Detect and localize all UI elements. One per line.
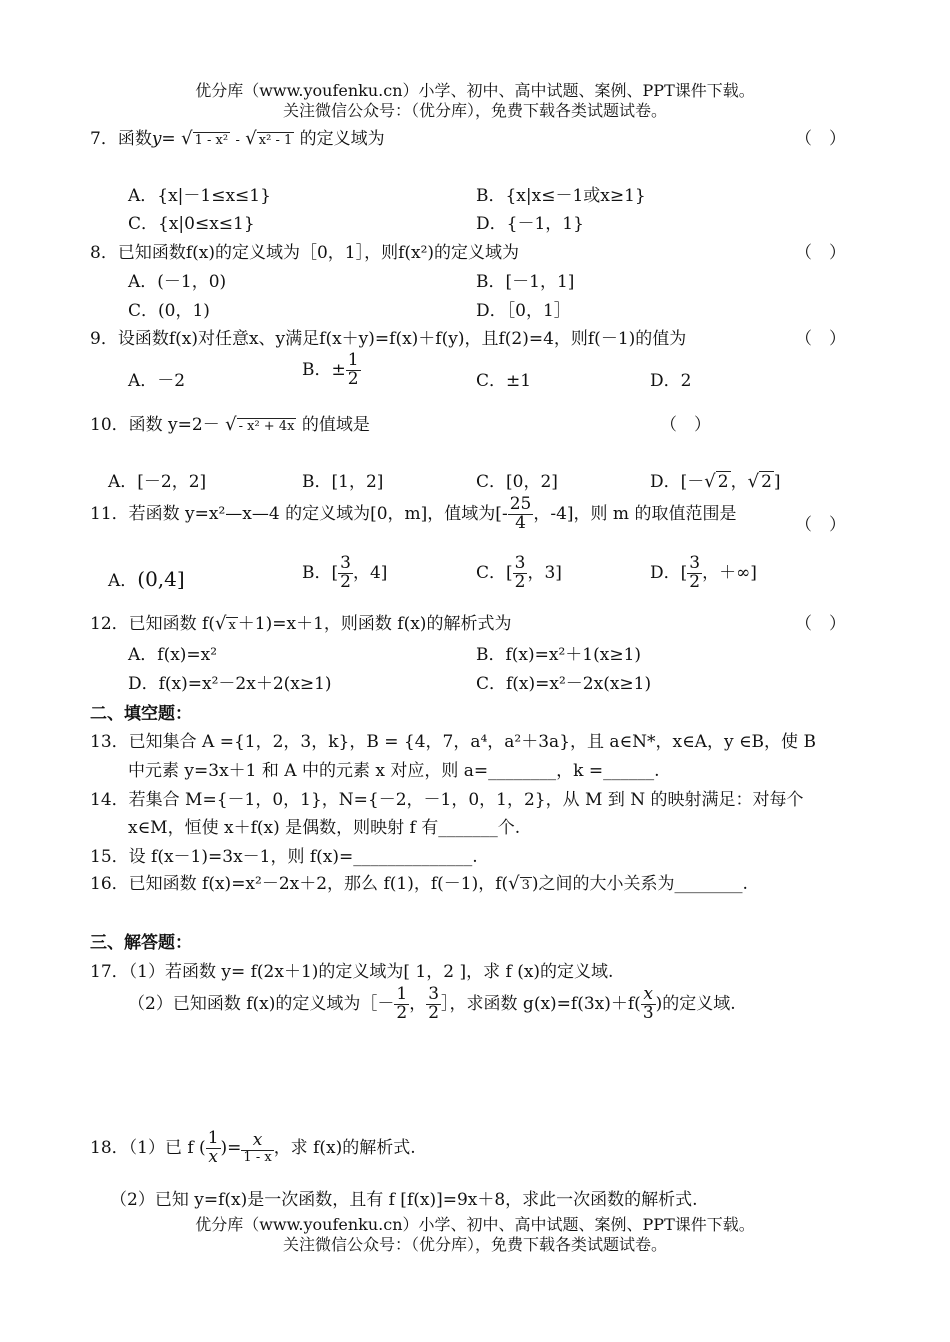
option-a: A．[－2，2] <box>108 472 207 492</box>
sqrt-expression: √ 3 <box>508 873 530 894</box>
question-10: 10．函数 y=2－ √ - x² + 4x 的值域是 <box>90 414 370 435</box>
section-heading: 二、填空题： <box>90 704 192 724</box>
question-7: 7．函数y= √ 1 - x² - √ x² - 1 的定义域为 <box>90 128 385 149</box>
answer-bracket: （ ） <box>795 243 846 262</box>
fraction: $\frac{1}{2}$ <box>347 350 359 389</box>
question-number: 10． <box>90 415 129 435</box>
question-14: 14．若集合 M={－1，0，1}，N={－2，－1，0，1，2}，从 M 到 N 的映射满足：对每个 <box>90 790 804 810</box>
option-b: B．[ $\frac{3}{2}$ ，4] <box>302 553 388 592</box>
fraction: $\frac{1}{x}$ <box>207 1128 219 1167</box>
question-number: 14． <box>90 790 129 810</box>
option-b: B．f(x)=x²＋1(x≥1) <box>476 645 642 665</box>
question-14-line-2: x∈M，恒使 x＋f(x) 是偶数，则映射 f 有_______个. <box>128 818 521 838</box>
option-b: B．{x|x≤－1或x≥1} <box>476 186 646 206</box>
sqrt-expression: √ x <box>214 613 236 634</box>
answer-bracket: （ ） <box>795 614 846 633</box>
option-c: C．[ $\frac{3}{2}$ ，3] <box>476 553 562 592</box>
option-d: D．2 <box>650 371 692 391</box>
question-12: 12．已知函数 f(√ x ＋1)=x＋1，则函数 f(x)的解析式为 <box>90 613 512 634</box>
option-c: C．(0，1) <box>128 301 210 321</box>
sqrt-expression: √ - x² + 4x <box>225 414 295 435</box>
question-number: 18． <box>90 1137 129 1158</box>
option-d: D．[ $\frac{3}{2}$ ，＋∞] <box>650 553 757 592</box>
option-a: A．f(x)=x² <box>128 645 218 665</box>
option-b: B．[1，2] <box>302 472 384 492</box>
question-17: 17．（1）若函数 y= f(2x＋1)的定义域为[ 1，2 ]，求 f (x)的定义域. <box>90 962 614 982</box>
question-number: 15． <box>90 847 129 867</box>
question-number: 8． <box>90 243 118 263</box>
fraction: $\frac{x}{1 - x}$ <box>243 1130 272 1165</box>
answer-bracket: （ ） <box>795 329 846 348</box>
option-b: B．[－1，1] <box>476 272 575 292</box>
fraction: $\frac{3}{2}$ <box>514 553 526 592</box>
question-18: 18．（1）已 f ( $\frac{1}{x}$ )= $\frac{x}{1 - x}$ ，求 f(x)的解析式. <box>90 1128 416 1167</box>
question-number: 12． <box>90 614 129 634</box>
footer-line-2: 关注微信公众号：（优分库），免费下载各类试题试卷。 <box>282 1235 667 1254</box>
question-16: 16．已知函数 f(x)=x²－2x＋2，那么 f(1)，f(－1)，f(√ 3 )之间的大小关系为________. <box>90 873 748 894</box>
header-line-2: 关注微信公众号：（优分库），免费下载各类试题试卷。 <box>282 101 667 120</box>
question-17-part-2: （2）已知函数 f(x)的定义域为［－ $\frac{1}{2}$ ， $\frac{3}{2}$ ］，求函数 g(x)=f(3x)＋f( $\frac{x}{3}$ )的定义域. <box>128 984 736 1023</box>
option-a: A．{x|－1≤x≤1} <box>128 186 271 206</box>
answer-bracket: （ ） <box>795 515 846 534</box>
header-line-1: 优分库（www.youfenku.cn）小学、初中、高中试题、案例、PPT课件下载。 <box>195 81 755 100</box>
fraction: $\frac{1}{2}$ <box>396 984 408 1023</box>
question-8: 8．已知函数f(x)的定义域为［0，1］，则f(x²)的定义域为 <box>90 243 520 263</box>
fraction: $\frac{x}{3}$ <box>642 984 654 1023</box>
question-number: 13． <box>90 732 129 752</box>
fraction: $\frac{3}{2}$ <box>428 984 440 1023</box>
section-heading: 三、解答题： <box>90 933 192 953</box>
option-d: D．［0，1］ <box>476 301 571 321</box>
question-number: 17． <box>90 962 129 982</box>
option-a: A．－2 <box>128 371 186 391</box>
option-d: D．{－1，1} <box>476 214 584 234</box>
question-number: 16． <box>90 874 129 894</box>
question-number: 7． <box>90 129 118 149</box>
fraction: $\frac{3}{2}$ <box>689 553 701 592</box>
option-c: C．±1 <box>476 371 532 391</box>
fraction: $\frac{3}{2}$ <box>340 553 351 592</box>
question-number: 11． <box>90 503 129 524</box>
footer-line-1: 优分库（www.youfenku.cn）小学、初中、高中试题、案例、PPT课件下载。 <box>195 1215 755 1234</box>
question-number: 9． <box>90 329 118 349</box>
option-c: C．[0，2] <box>476 472 558 492</box>
option-d: D．[－√ 2 ，√ 2 ] <box>650 471 781 492</box>
option-b: B．± $\frac{1}{2}$ <box>302 350 359 389</box>
answer-bracket: （ ） <box>660 415 711 434</box>
answer-bracket: （ ） <box>795 129 846 148</box>
question-9: 9．设函数f(x)对任意x、y满足f(x＋y)=f(x)＋f(y)，且f(2)=4，则f(－1)的值为 <box>90 329 687 349</box>
option-c: C．{x|0≤x≤1} <box>128 214 255 234</box>
sqrt-expression: √ 1 - x² <box>181 128 229 149</box>
option-a: A．(0,4] <box>108 567 185 591</box>
option-a: A．(－1，0) <box>128 272 227 292</box>
question-11: 11．若函数 y=x²—x—4 的定义域为[0，m]，值域为[- $\frac{25}{4}$ ，-4]，则 m 的取值范围是 <box>90 494 737 533</box>
fraction: $\frac{25}{4}$ <box>509 494 532 533</box>
option-d: D．f(x)=x²－2x＋2(x≥1) <box>128 674 332 694</box>
sqrt-expression: √ x² - 1 <box>245 128 293 149</box>
question-15: 15．设 f(x－1)=3x－1，则 f(x)=______________. <box>90 847 478 867</box>
question-13-line-2: 中元素 y=3x＋1 和 A 中的元素 x 对应，则 a=________，k =______. <box>128 761 660 781</box>
option-c: C．f(x)=x²－2x(x≥1) <box>476 674 652 694</box>
question-13: 13．已知集合 A ={1，2，3，k}，B = {4，7，a⁴，a²＋3a}，且 a∈N*，x∈A，y ∈B，使 B <box>90 732 816 752</box>
question-18-part-2: （2）已知 y=f(x)是一次函数，且有 f [f(x)]=9x＋8，求此一次函数的解析式. <box>110 1190 698 1210</box>
